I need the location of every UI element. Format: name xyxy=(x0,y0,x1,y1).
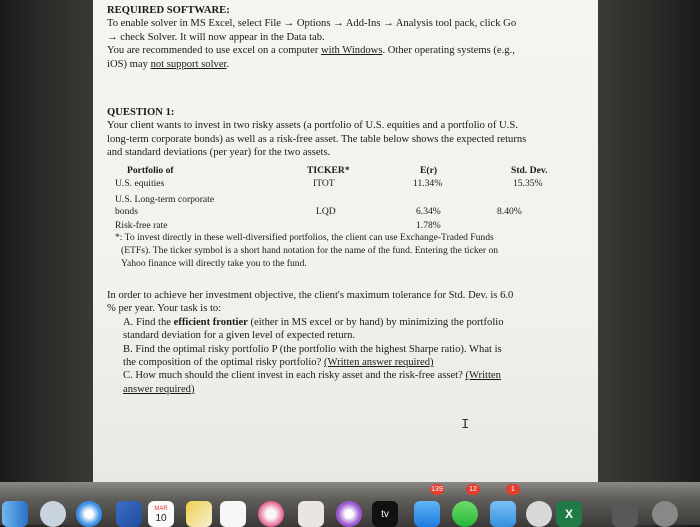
folder-icon[interactable] xyxy=(612,501,638,527)
row-bonds-name-2: bonds xyxy=(115,206,138,217)
written-answer-c-cont: answer required) xyxy=(123,383,195,395)
app-store-badge: 139 xyxy=(431,486,443,493)
software-line-4: iOS) may not support solver. xyxy=(107,58,230,70)
question-intro-1: Your client wants to invest in two risky assets (a portfolio of U.S. equities and a portfolio of U.S. xyxy=(107,120,518,132)
row-bonds-er: 6.34% xyxy=(416,206,441,217)
row-riskfree-name: Risk-free rate xyxy=(115,220,168,231)
task-c-line-1: C. How much should the client invest in each risky asset and the risk-free asset? (Written xyxy=(123,370,501,382)
footnote-2: (ETFs). The ticker symbol is a short hand notation for the name of the fund. Entering the ticker on xyxy=(121,245,499,256)
system-preferences-icon[interactable] xyxy=(526,501,552,527)
row-equities-er: 11.34% xyxy=(413,178,443,189)
trash-icon[interactable] xyxy=(652,501,678,527)
row-equities-sd: 15.35% xyxy=(513,178,543,189)
word-badge: 1 xyxy=(506,484,520,495)
question-intro-3: and standard deviations (per year) for the two assets. xyxy=(107,147,331,159)
row-riskfree-er: 1.78% xyxy=(416,220,441,231)
document-page xyxy=(93,0,598,482)
calendar-icon[interactable] xyxy=(148,501,174,527)
dock xyxy=(0,482,700,525)
launchpad-icon[interactable] xyxy=(40,501,66,527)
photos-icon[interactable] xyxy=(220,501,246,527)
footnote-1: *: To invest directly in these well-diversified portfolios, the client can use Exchange-Traded Funds xyxy=(115,232,494,243)
software-heading: REQUIRED SOFTWARE: xyxy=(107,5,230,16)
header-ticker: TICKER* xyxy=(307,165,350,176)
task-a-line-1: A. Find the efficient frontier (either in MS excel or by hand) by minimizing the portfolio xyxy=(123,316,504,328)
row-bonds-ticker: LQD xyxy=(316,206,336,217)
software-line-2: → check Solver. It will now appear in the Data tab. xyxy=(107,31,325,43)
stickies-icon[interactable] xyxy=(298,501,324,527)
row-equities-ticker: ITOT xyxy=(313,178,335,189)
tv-icon[interactable] xyxy=(372,501,398,527)
software-line-3: You are recommended to use excel on a computer with Windows. Other operating systems (e.g., xyxy=(107,45,515,57)
messages-icon[interactable] xyxy=(452,501,478,527)
not-support-underline: not support solver xyxy=(150,58,227,70)
task-b-line-2: the composition of the optimal risky portfolio? (Written answer required) xyxy=(123,357,434,369)
podcasts-icon[interactable] xyxy=(336,501,362,527)
messages-badge: 12 xyxy=(466,484,480,495)
task-section xyxy=(107,289,582,396)
task-b-line-1: B. Find the optimal risky portfolio P (the portfolio with the highest Sharpe ratio). What is xyxy=(123,343,502,355)
tv-label: tv xyxy=(381,508,389,520)
software-section xyxy=(107,4,582,71)
task-p2: % per year. Your task is to: xyxy=(107,303,222,315)
question-heading: QUESTION 1: xyxy=(107,107,175,118)
mail-icon[interactable] xyxy=(116,501,142,527)
footnote-3: Yahoo finance will directly take you to the fund. xyxy=(121,258,307,269)
xcode-icon[interactable] xyxy=(490,501,516,527)
safari-icon[interactable] xyxy=(76,501,102,527)
app-store-icon[interactable] xyxy=(414,501,440,527)
software-line-1: To enable solver in MS Excel, select File → Options → Add-Ins → Analysis tool pack, click Go xyxy=(107,18,517,30)
row-bonds-sd: 8.40% xyxy=(497,206,522,217)
finder-icon[interactable] xyxy=(2,501,28,527)
task-a-line-2: standard deviation for a given level of expected return. xyxy=(123,330,356,342)
question-section xyxy=(107,106,582,160)
header-er: E(r) xyxy=(420,165,438,176)
efficient-frontier-term: efficient frontier xyxy=(173,316,248,328)
written-answer-c: (Written xyxy=(465,370,501,382)
written-answer-b: (Written answer required) xyxy=(323,357,434,369)
notes-icon[interactable] xyxy=(186,501,212,527)
header-sd: Std. Dev. xyxy=(511,165,548,176)
windows-underline: with Windows xyxy=(320,45,383,57)
excel-label: X xyxy=(564,507,573,521)
excel-icon[interactable] xyxy=(556,501,582,527)
row-bonds-name-1: U.S. Long-term corporate xyxy=(115,194,215,205)
row-equities-name: U.S. equities xyxy=(115,178,165,189)
task-p1: In order to achieve her investment objective, the client's maximum tolerance for Std. Dev. is 6.0 xyxy=(107,290,514,301)
calendar-month: MAR xyxy=(154,506,168,512)
question-intro-2: long-term corporate bonds) as well as a risk-free asset. The table below shows the expected returns xyxy=(107,133,527,145)
calendar-day: 10 xyxy=(155,513,167,524)
header-portfolio: Portfolio of xyxy=(127,165,174,176)
itunes-icon[interactable] xyxy=(258,501,284,527)
task-c-line-2 xyxy=(107,383,582,396)
text-cursor-icon: I xyxy=(461,417,470,433)
